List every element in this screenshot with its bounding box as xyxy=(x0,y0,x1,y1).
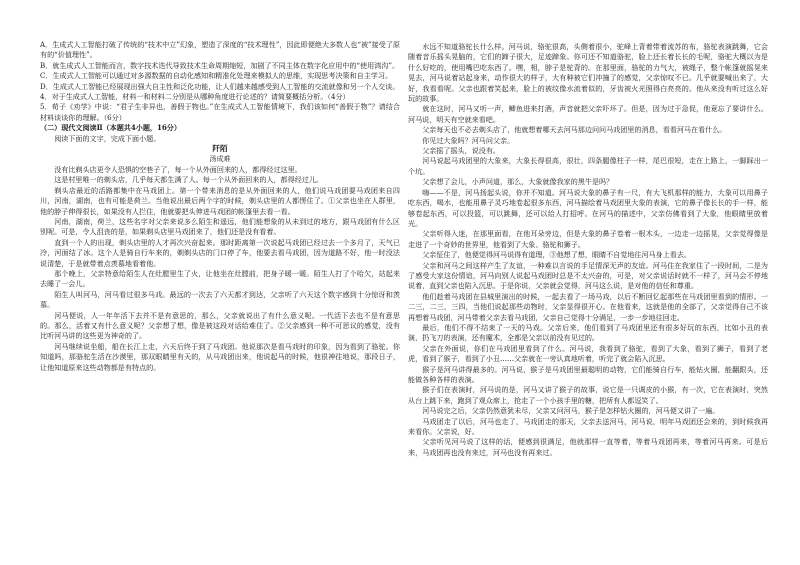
story-paragraph: 剃头店最近的活路都集中在马戏团上。第一个带来消息的是从外面回来的人，他们说马戏团要马戏团来自四川，河南，湖南，也有可能是荷兰。当他说出最后两个字的时候，剃头店里的人都愣住了。①父亲也坐在人群里，他的脖子伸得很长，如果没有人拦住，他就要把头伸进马戏团的帐篷里去看一看。 xyxy=(40,185,400,216)
story-paragraph: 父亲想了会儿，小声问道，那么，大象就像我家的黑牛是吗？ xyxy=(422,177,614,187)
story-paragraph: 没有比剃头店更令人恐惧的空巷子了，每一个从外面回来的人，都得经过这里。 xyxy=(54,164,302,174)
story-paragraph: 父亲每天也不必去剃头店了，他就想着哪天去河马那边问问马戏团里的消息，看看河马在看什么。 xyxy=(422,125,727,135)
story-paragraph: 父亲在外面说，你们在马戏团里看到了什么。河马说，我看到了骆驼，看到了大象，看到了狮子，看到了老虎，看到了猴子，看到了小丑……父亲就在一旁认真地听着，听完了就会陷入沉思。 xyxy=(408,343,768,364)
story-paragraph: 父亲摇了摇头，说没有。 xyxy=(422,146,500,156)
story-paragraph: 猴子们在表演时，河马说的是，河马又讲了猴子的故事，说它是一只调皮的小猴，有一次，它在表演时，突然从台上跳下来，跑到了观众席上，抢走了一个小孩手里的糖，把所有人都逗笑了。 xyxy=(408,385,768,405)
story-paragraph: 这是村里唯一的剃头店，几乎每天都生满了人。每一个从外面回来的人，都得经过儿。 xyxy=(54,175,323,185)
story-paragraph: 那个晚上，父亲特意给陌生人在灶膛里生了火，让他坐在灶膛前，把身子暖一暖。陌生人打了个哈欠，站起来去睡了一会儿。 xyxy=(40,268,400,289)
story-paragraph: 父亲怔住了，他便觉得河马说得有道理，③他想了想，眼睛不自觉地往河马身上看去。 xyxy=(422,250,691,260)
section-heading: （二）现代文阅读Ⅱ（本题共4小题，16分） xyxy=(40,123,181,133)
right-column xyxy=(408,42,768,458)
story-paragraph: 河南，湖南，荷兰，这些名字对父亲来说多么陌生和遥远，他们能想象的从未到过的地方，跟马戏团有什么区别呢。可是，令人沮丧的是，如果剃头店里马戏团来了，他们还是没有看着。 xyxy=(40,216,400,237)
story-author: 汤成难 xyxy=(209,154,231,164)
option-c: C．生成式人工智能可以通过对多源数据的自动化感知和精准化处理来模拟人的思维，实现思考决策和自主学习。 xyxy=(40,71,393,81)
story-paragraph: 他们趁着马戏团在县城里演出的时候，一起去看了一场马戏，以后不断回忆起那些在马戏团里看到的情形。一二三，二三，三四，当他们说起那些动物时，父亲显得很开心。在他看来，这就是他的全部了，父亲觉得自己不该再想着马戏团，河马带着父亲去看马戏团，父亲自己觉得十分满足，一步一步地往回走。 xyxy=(408,291,768,322)
story-paragraph: 河马说起马戏团里的大象来，大象长得很高，很壮，四条腿像柱子一样，尾巴很短，走在上路上，一脚踩出一个坑。 xyxy=(408,156,768,176)
story-paragraph: 嗨——不是，河马扬起头说，你并不知道。河马说大象的鼻子有一尺，有大飞机那样的能力，大象可以用鼻子吃东西，喝水，也能用鼻子灵巧地卷起很多东西，河马描绘着马戏团里大象的表演，它的鼻子像长长的手一样，能够卷起东西，可以投篮，可以跳舞，还可以给人打招呼。在河马的描述中，父亲仿佛看到了大象，他眼睛里放着光。 xyxy=(408,187,768,228)
story-title: 阡陌 xyxy=(212,144,228,154)
left-column xyxy=(40,40,400,373)
story-paragraph: 父亲和河马之间这样产生了友谊，一种难以言说的手足情深无声的友谊。河马住在我家住了一段时间，二是为了感受大家这份情谊，河马向别人说起马戏团时总是不太兴奋的，可是，对父亲说话时就不一样了，河马会不停地说着，直到父亲也陷入沉思。于是你说，父亲就会觉得，河马这么说，是对他的信任和尊重。 xyxy=(408,260,768,291)
option-b: B．就生成式人工智能而言，数字技术迭代导致技术生命周期缩短，加剧了不同主体在数字化应用中的“使用鸿沟”。 xyxy=(40,60,400,70)
story-paragraph: 水远不知道骆驼长什么样。河马说，骆驼很高，头侧着很小，驼峰上背着带着流苏的布，骆驼表演跳舞，它会随着音乐摇头晃脑的，它们的蹄子很大，足迹蹄象。你可还不知道骆驼，脸上还长着长长的毛呢，骆驼大概以为是什么好吃的，使用嘴巴吃东西了。嘿，相，脖子是驼背的。在那里面，骆驼的力气大，被绳子，整个帐篷就摇晃来晃去，河马说着站起身来，动作很大的样子，大有种被它们冲撞了的感觉，父亲惊叹不已。几乎就要喊出来了，大好，我看看呢。父亲也跟着笑起来，脸上的被纹像水流着似的，牙齿被火光照得白亮亮的。他从来没有听过这么好玩的故事。 xyxy=(408,42,768,104)
story-paragraph: 马戏团走了以后，河马也走了，马戏团走的那天，父亲去送河马，河马说，明年马戏团还会来的，到时候我再来看你。父亲说，好。 xyxy=(408,416,768,437)
story-paragraph: 河马说完之后，父亲仍然意犹未尽，父亲又问河马，猴子是怎样钻火圈的，河马便又讲了一遍。 xyxy=(422,406,720,416)
option-d: D．生成式人工智能已经展现出强大自主性和泛化功能，让人们越来越感受到人工智能的交流就像和另一个人交谈。 xyxy=(40,81,400,91)
story-paragraph: 河马便说，人一年年活下去并不是有意思的，那么，父亲就说出了有什么意义呢。一代活下去也不是有意思的。那么，活着又有什么意义呢？父亲想了想，像是被这段对话给难住了。②父亲感到一种不可思议的感觉，没有比听河马讲的这些更为神奇的了。 xyxy=(40,310,400,341)
question-5: 5．荀子《劝学》中说：“君子生非异也，善假于物也。”在生成式人工智能情境下，我们该如何“善假于物”？请结合材料谈谈你的理解。（6分） xyxy=(40,102,400,122)
story-paragraph: 父亲听见河马说了这样的话，便感到很满足，他就那样一直等着，等着马戏团再来，等着河马再来。可是后来，马戏团再也没有来过，河马也没有再来过。 xyxy=(408,437,768,457)
story-paragraph: 河马继续说坐船，船在长江上走，六天后终于到了马戏团。他说那次是看马戏时的印象，因为看到了骆驼。你知道吗，那骆驼生活在沙漠里，那双眼睛里有天的，从马戏团出来，他说起马的时候，他很神往地说，那段日子，让他知道原来这些动物都是有特点的。 xyxy=(40,341,400,372)
option-a: A．生成式人工智能打破了传统的“技术中立”幻象，塑造了深度的“技术理性”，因此即便绝大多数人也“被”接受了原有的“价值理性”。 xyxy=(40,40,400,60)
story-paragraph: 最后，他们不得不结束了一天的马戏。父亲后来，他们看到了马戏团里还有很多好玩的东西，比如小丑的表演，扔飞刀的表演，还有魔术，全都是父亲以前没有见过的。 xyxy=(408,322,768,343)
story-paragraph: 你见过大象吗？河马问父亲。 xyxy=(422,135,515,145)
story-paragraph: 猴子是河马讲得最多的。河马说，猴子是马戏团里最聪明的动物，它们能骑自行车，能钻火圈，能翻跟头，还能做各种各样的表演。 xyxy=(408,364,768,384)
question-4: 4．对于生成式人工智能，材料一和材料二分别是从哪种角度进行论述的？请简要概括分析。（4分） xyxy=(40,92,350,102)
story-paragraph: 就在这时，河马又听一声，鲫鱼进来打酒，声音就把父亲吓坏了。但是，因为过于急促，他竟忘了要讲什么。河马说，明天有空就来看吧。 xyxy=(408,104,768,124)
story-paragraph: 直到一个人的出现，剃头店里的人才再次兴奋起来。那时距离第一次说起马戏团已经过去一个多月了，天气已冷，河面结了冰。这个人是骑自行车来的，剃剃头店的门口停了车，他要去看马戏团，因为道路不好，他一时没法说清楚，于是就带着点羡慕地看着他。 xyxy=(40,237,400,268)
reading-instruction: 阅读下面的文字，完成下面小题。 xyxy=(54,133,161,143)
story-paragraph: 父亲听得入迷，在那里面看，在他耳朵旁边，但是大象的鼻子卷着一根木头，一边走一边摇晃，父亲觉得像是走进了一个奇妙的世界里，他看到了大象、骆驼和狮子。 xyxy=(408,229,768,249)
story-paragraph: 陌生人叫河马，河马看过很多马戏。最远的一次去了六天都才到达，父亲听了六天这个数字感到十分惊讶和羡慕。 xyxy=(40,289,400,310)
